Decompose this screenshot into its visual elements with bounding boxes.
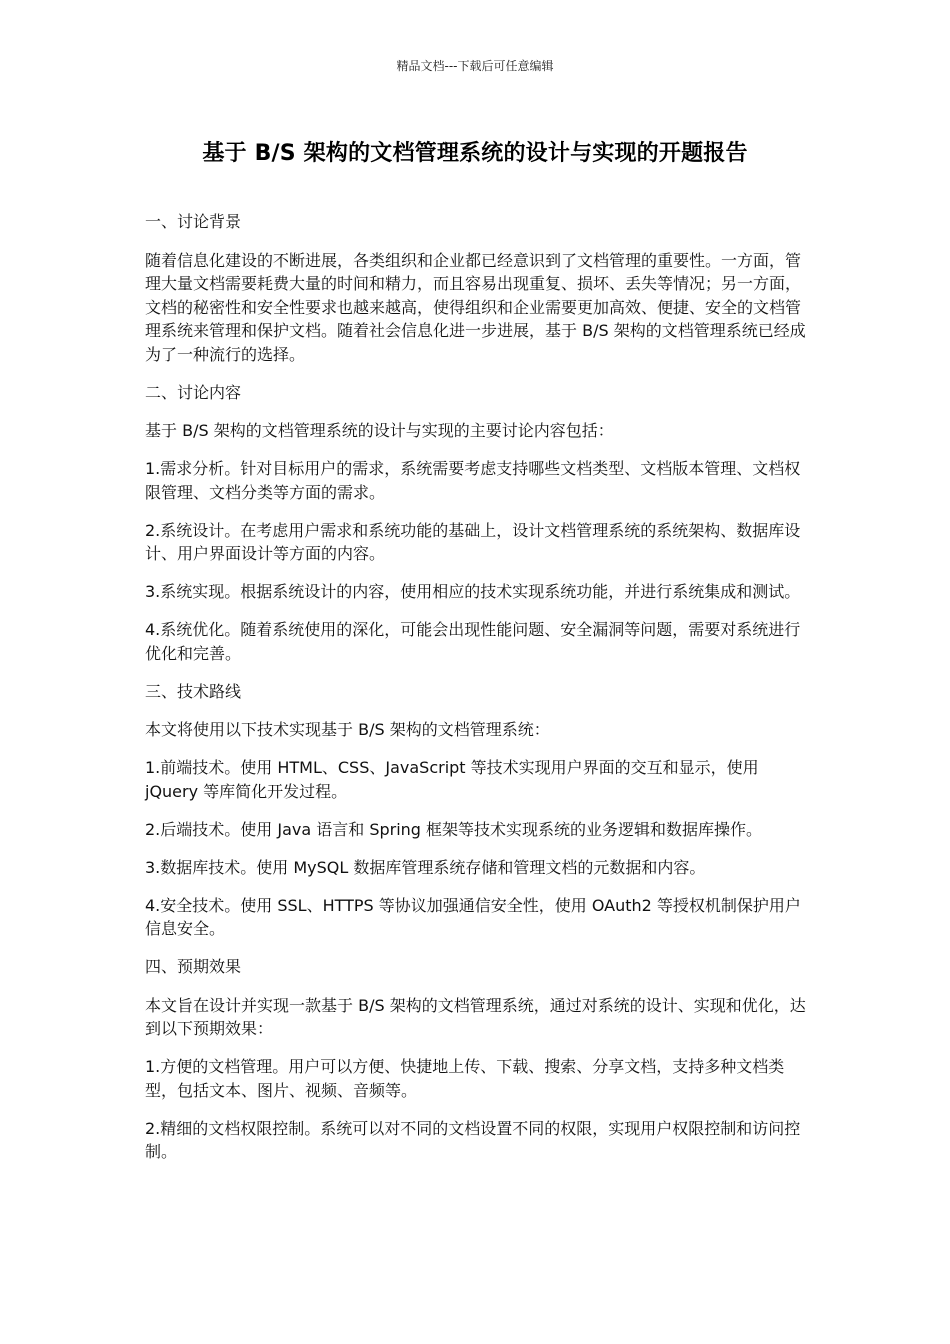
expected-item-1: 1.方便的文档管理。用户可以方便、快捷地上传、下载、搜索、分享文档，支持多种文档类型，包括文本、图片、视频、音频等。 — [145, 1057, 785, 1100]
content-intro: 基于 B/S 架构的文档管理系统的设计与实现的主要讨论内容包括： — [145, 421, 614, 440]
section-heading-background: 一、讨论背景 — [145, 212, 242, 231]
tech-item-4: 4.安全技术。使用 SSL、HTTPS 等协议加强通信安全性，使用 OAuth2 等授权机制保护用户信息安全。 — [145, 895, 801, 938]
expected-item-2: 2.精细的文档权限控制。系统可以对不同的文档设置不同的权限，实现用户权限控制和访问控制。 — [145, 1118, 801, 1161]
section-heading-expected: 四、预期效果 — [145, 957, 242, 976]
content-item-3: 3.系统实现。根据系统设计的内容，使用相应的技术实现系统功能，并进行系统集成和测试。 — [145, 582, 801, 601]
content-item-2: 2.系统设计。在考虑用户需求和系统功能的基础上，设计文档管理系统的系统架构、数据库设计、用户界面设计等方面的内容。 — [145, 520, 801, 563]
tech-intro: 本文将使用以下技术实现基于 B/S 架构的文档管理系统： — [145, 720, 550, 739]
content-item-4: 4.系统优化。随着系统使用的深化，可能会出现性能问题、安全漏洞等问题，需要对系统进行优化和完善。 — [145, 620, 801, 663]
section-heading-tech: 三、技术路线 — [145, 681, 242, 701]
document-title: 基于 B/S 架构的文档管理系统的设计与实现的开题报告 — [202, 141, 748, 166]
section-heading-content: 二、讨论内容 — [145, 382, 242, 402]
tech-item-1: 1.前端技术。使用 HTML、CSS、JavaScript 等技术实现用户界面的交互和显示，使用 jQuery 等库简化开发过程。 — [145, 758, 759, 801]
content-item-1: 1.需求分析。针对目标用户的需求，系统需要考虑支持哪些文档类型、文档版本管理、文档权限管理、文档分类等方面的需求。 — [145, 459, 801, 502]
page-header: 精品文档---下载后可任意编辑 — [396, 59, 554, 73]
background-paragraph: 随着信息化建设的不断进展，各类组织和企业都已经意识到了文档管理的重要性。一方面，管理大量文档需要耗费大量的时间和精力，而且容易出现重复、损坏、丢失等情况；另一方面，文档的秘密性和安全性要求也越来越高，使得组织和企业需要更加高效、便捷、安全的文档管理系统来管理和保护文档。随着社会信息化进一步进展，基于 B/S 架构的文档管理系统已经成为了一种流行的选择。 — [145, 250, 806, 364]
document-body — [145, 210, 810, 1178]
expected-intro: 本文旨在设计并实现一款基于 B/S 架构的文档管理系统，通过对系统的设计、实现和优化，达到以下预期效果： — [145, 995, 806, 1038]
tech-item-3: 3.数据库技术。使用 MySQL 数据库管理系统存储和管理文档的元数据和内容。 — [145, 857, 706, 877]
tech-item-2: 2.后端技术。使用 Java 语言和 Spring 框架等技术实现系统的业务逻辑和数据库操作。 — [145, 819, 763, 839]
